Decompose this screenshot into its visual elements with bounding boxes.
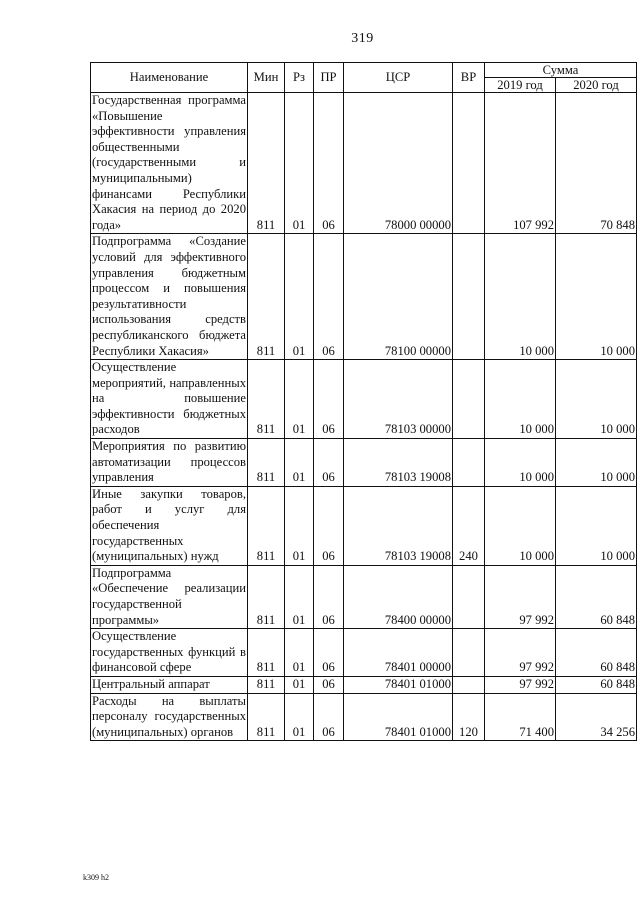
row-min: 811 (248, 234, 285, 360)
row-name: Подпрограмма «Создание условий для эффективного управления бюджетным процессом и повышения результативности использования средств республиканского бюджета Республики Хакасия» (91, 234, 248, 360)
row-sum-2020: 10 000 (556, 234, 637, 360)
table-row (91, 486, 637, 565)
row-name: Иные закупки товаров, работ и услуг для обеспечения государственных (муниципальных) нужд (91, 486, 248, 565)
row-csr: 78103 19008 (344, 439, 453, 487)
row-name: Мероприятия по развитию автоматизации процессов управления (91, 439, 248, 487)
row-name: Подпрограмма «Обеспечение реализации государственной программы» (91, 565, 248, 628)
row-min: 811 (248, 629, 285, 677)
row-pr: 06 (314, 486, 344, 565)
table-row (91, 629, 637, 677)
row-pr: 06 (314, 234, 344, 360)
row-rz: 01 (285, 93, 314, 234)
row-rz: 01 (285, 565, 314, 628)
row-sum-2020: 10 000 (556, 360, 637, 439)
header-csr: ЦСР (344, 63, 453, 93)
row-sum-2019: 10 000 (485, 234, 556, 360)
row-sum-2019: 10 000 (485, 486, 556, 565)
row-min: 811 (248, 439, 285, 487)
row-sum-2019: 107 992 (485, 93, 556, 234)
page-number: 319 (351, 31, 374, 46)
row-rz: 01 (285, 486, 314, 565)
row-sum-2020: 10 000 (556, 486, 637, 565)
row-vr (453, 234, 485, 360)
row-rz: 01 (285, 439, 314, 487)
row-sum-2020: 34 256 (556, 693, 637, 741)
row-vr: 120 (453, 693, 485, 741)
row-name: Расходы на выплаты персоналу государственных (муниципальных) органов (91, 693, 248, 741)
row-sum-2019: 97 992 (485, 629, 556, 677)
row-name: Центральный аппарат (91, 676, 248, 693)
row-rz: 01 (285, 234, 314, 360)
row-sum-2019: 10 000 (485, 439, 556, 487)
row-vr (453, 629, 485, 677)
row-pr: 06 (314, 693, 344, 741)
row-vr (453, 93, 485, 234)
row-rz: 01 (285, 629, 314, 677)
row-csr: 78401 00000 (344, 629, 453, 677)
row-min: 811 (248, 676, 285, 693)
row-csr: 78401 01000 (344, 676, 453, 693)
row-pr: 06 (314, 360, 344, 439)
row-sum-2020: 70 848 (556, 93, 637, 234)
table-body (91, 93, 637, 741)
table-row (91, 676, 637, 693)
header-year-2020: 2020 год (556, 78, 637, 93)
row-csr: 78103 19008 (344, 486, 453, 565)
row-name: Осуществление государственных функций в финансовой сфере (91, 629, 248, 677)
row-pr: 06 (314, 629, 344, 677)
header-year-2019: 2019 год (485, 78, 556, 93)
row-pr: 06 (314, 93, 344, 234)
header-vr: ВР (453, 63, 485, 93)
row-rz: 01 (285, 693, 314, 741)
table-row (91, 234, 637, 360)
row-min: 811 (248, 93, 285, 234)
row-vr (453, 439, 485, 487)
row-min: 811 (248, 486, 285, 565)
row-csr: 78400 00000 (344, 565, 453, 628)
document-code: k309 h2 (83, 873, 109, 882)
header-name: Наименование (91, 63, 248, 93)
row-rz: 01 (285, 360, 314, 439)
budget-table (90, 62, 637, 741)
row-sum-2020: 60 848 (556, 565, 637, 628)
row-csr: 78401 01000 (344, 693, 453, 741)
row-min: 811 (248, 360, 285, 439)
table-row (91, 565, 637, 628)
row-pr: 06 (314, 565, 344, 628)
row-csr: 78103 00000 (344, 360, 453, 439)
row-sum-2020: 60 848 (556, 629, 637, 677)
row-pr: 06 (314, 676, 344, 693)
row-rz: 01 (285, 676, 314, 693)
row-csr: 78000 00000 (344, 93, 453, 234)
header-rz: Рз (285, 63, 314, 93)
row-vr (453, 360, 485, 439)
table-row (91, 439, 637, 487)
row-sum-2019: 97 992 (485, 565, 556, 628)
table-row (91, 93, 637, 234)
row-min: 811 (248, 565, 285, 628)
table-row (91, 693, 637, 741)
row-vr (453, 676, 485, 693)
row-sum-2019: 97 992 (485, 676, 556, 693)
row-sum-2019: 10 000 (485, 360, 556, 439)
table-row (91, 360, 637, 439)
row-name: Осуществление мероприятий, направленных на повышение эффективности бюджетных расходов (91, 360, 248, 439)
header-sum: Сумма (485, 63, 637, 78)
row-sum-2020: 10 000 (556, 439, 637, 487)
header-pr: ПР (314, 63, 344, 93)
table-header (91, 63, 637, 93)
row-sum-2020: 60 848 (556, 676, 637, 693)
row-csr: 78100 00000 (344, 234, 453, 360)
header-min: Мин (248, 63, 285, 93)
row-sum-2019: 71 400 (485, 693, 556, 741)
row-name: Государственная программа «Повышение эффективности управления общественными (государственными и муниципальными) финансами Республики Хакасия на период до 2020 года» (91, 93, 248, 234)
row-vr (453, 565, 485, 628)
row-vr: 240 (453, 486, 485, 565)
row-pr: 06 (314, 439, 344, 487)
row-min: 811 (248, 693, 285, 741)
